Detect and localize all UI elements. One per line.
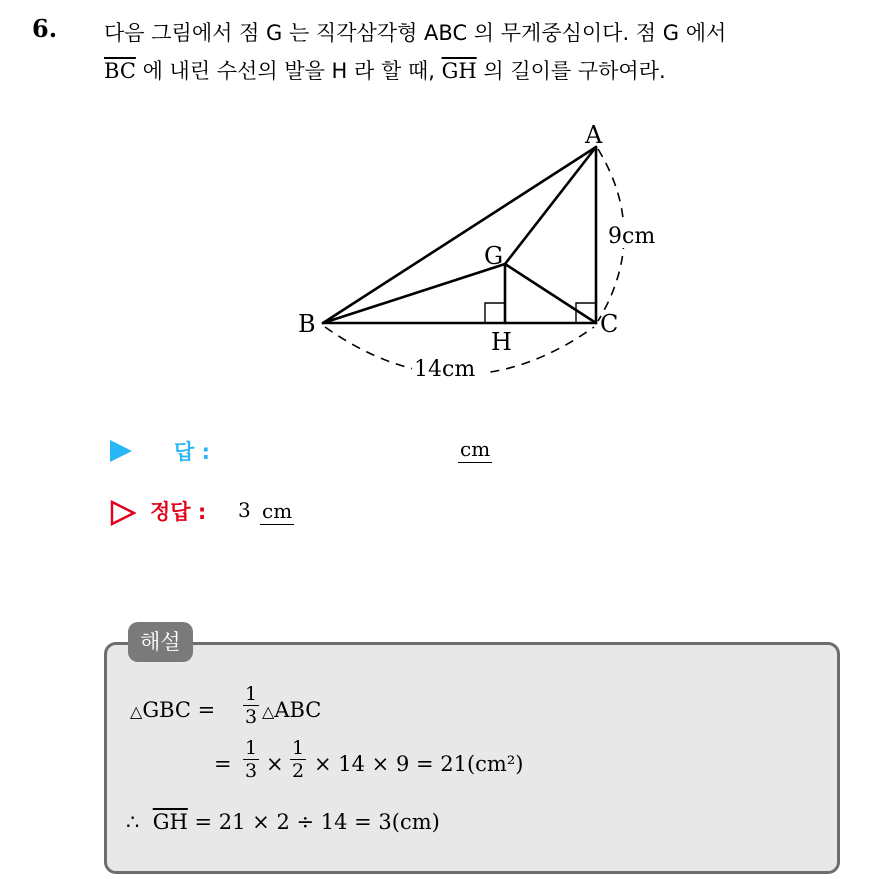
exp-line1-frac-den: 3 bbox=[244, 706, 258, 728]
segment-bg bbox=[323, 264, 505, 323]
answer-label: 답 : bbox=[174, 440, 210, 464]
answer-row bbox=[106, 434, 606, 468]
label-c: C bbox=[600, 310, 619, 338]
triangle-symbol-icon: △ bbox=[262, 702, 275, 721]
exp-line1-right: ABC bbox=[274, 698, 322, 722]
question-line-2 bbox=[104, 52, 874, 90]
solution-row bbox=[106, 496, 606, 530]
exp-line2-f2-den: 2 bbox=[291, 760, 305, 782]
exp-line2-fraction-2 bbox=[290, 737, 306, 782]
exp-line1-left: GBC = bbox=[142, 698, 216, 722]
segment-ag bbox=[505, 147, 596, 264]
exp-line1-right-wrap bbox=[262, 698, 321, 722]
exp-line2-f1-num: 1 bbox=[244, 737, 258, 759]
exp-segment-gh: $\overline{GH}$ bbox=[152, 810, 188, 834]
label-h: H bbox=[491, 328, 512, 356]
triangle-figure bbox=[0, 100, 884, 400]
question-text bbox=[104, 14, 874, 90]
exp-line2-fraction-1 bbox=[243, 737, 259, 782]
triangle-symbol-icon: △ bbox=[130, 702, 143, 721]
right-angle-h bbox=[485, 303, 505, 323]
exp-line2-eq: = bbox=[214, 752, 232, 776]
segment-gh: $\overline{GH}$ bbox=[441, 59, 477, 83]
answer-unit: cm bbox=[460, 437, 491, 461]
question-number: 6. bbox=[32, 14, 58, 43]
outline-triangle-icon bbox=[110, 500, 136, 526]
exp-line3-rest: = 21 × 2 ÷ 14 = 3(cm) bbox=[187, 810, 440, 834]
explanation-tab: 해설 bbox=[128, 622, 193, 662]
label-side-ac: 9cm bbox=[608, 224, 656, 249]
exp-line2-times: × bbox=[266, 752, 284, 776]
therefore-symbol: ∴ bbox=[126, 810, 140, 834]
solution-unit: cm bbox=[262, 499, 293, 523]
exp-line1-fraction bbox=[243, 683, 259, 728]
question-line-1: 다음 그림에서 점 G 는 직각삼각형 ABC 의 무게중심이다. 점 G 에서 bbox=[104, 21, 727, 45]
explanation-line-3 bbox=[126, 810, 440, 834]
segment-bc: $\overline{BC}$ bbox=[104, 59, 136, 83]
label-b: B bbox=[298, 310, 316, 338]
question-line-2-mid: 에 내린 수선의 발을 H 라 할 때, bbox=[135, 59, 442, 83]
play-triangle-icon bbox=[110, 440, 132, 462]
label-g: G bbox=[484, 242, 504, 270]
label-side-bc: 14cm bbox=[414, 357, 476, 382]
exp-line2-rest: × 14 × 9 = 21(cm²) bbox=[314, 752, 524, 776]
explanation-line-1 bbox=[130, 698, 215, 722]
label-a: A bbox=[585, 121, 603, 149]
solution-value: 3 bbox=[238, 498, 251, 522]
exp-line2-f1-den: 3 bbox=[244, 760, 258, 782]
exp-line2-f2-num: 1 bbox=[291, 737, 305, 759]
question-line-2-end: 의 길이를 구하여라. bbox=[476, 59, 666, 83]
exp-line1-frac-num: 1 bbox=[244, 683, 258, 705]
segment-gc bbox=[505, 264, 596, 323]
solution-label: 정답 : bbox=[150, 500, 207, 524]
